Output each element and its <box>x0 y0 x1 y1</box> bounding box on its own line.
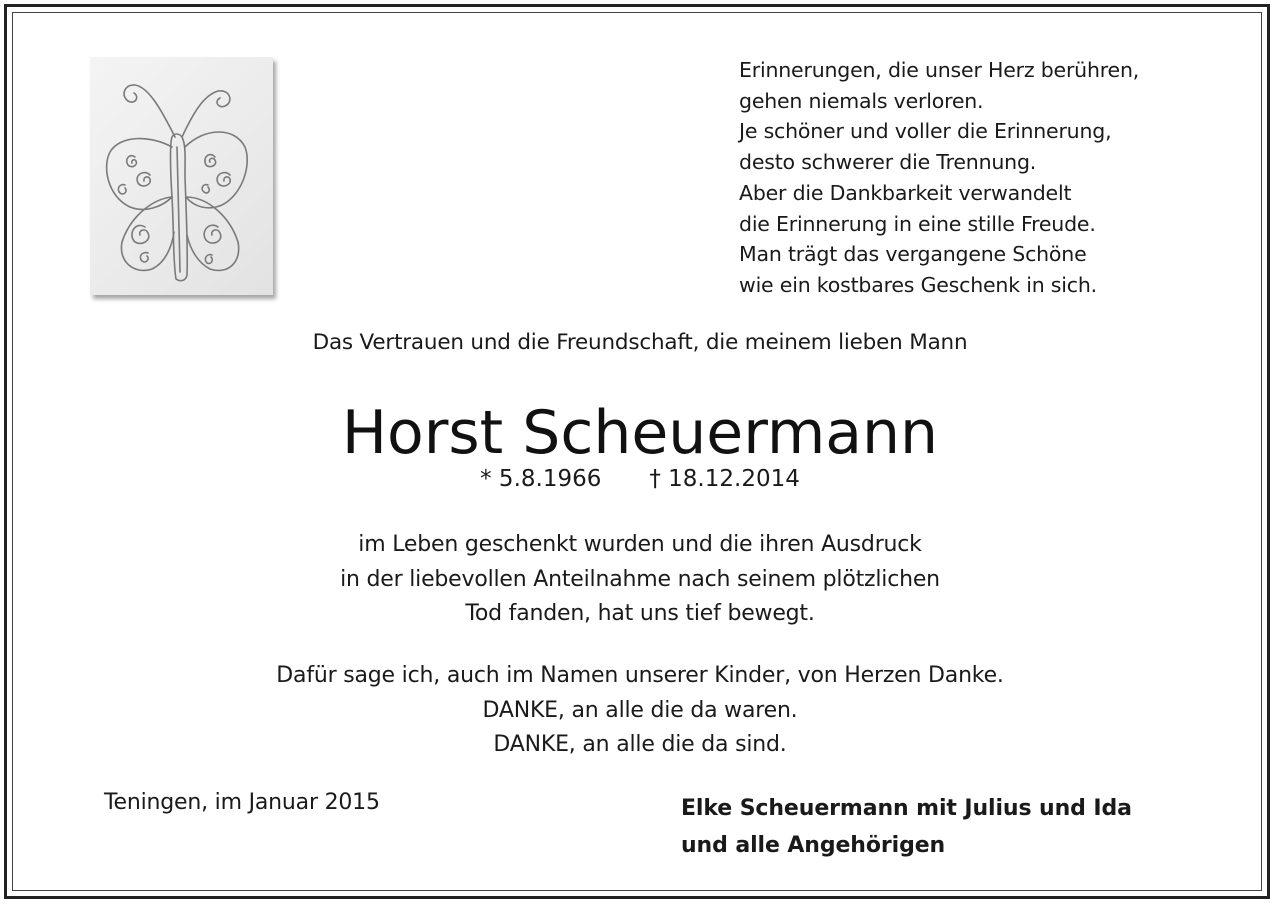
poem-line: wie ein kostbares Geschenk in sich. <box>739 272 1097 297</box>
thanks-line: im Leben geschenkt wurden und die ihren Ausdruck <box>358 532 922 557</box>
gratitude-paragraph <box>0 659 1280 763</box>
thanks-line: Tod fanden, hat uns tief bewegt. <box>465 601 815 626</box>
signature-line: und alle Angehörigen <box>681 833 946 858</box>
gratitude-line: DANKE, an alle die da waren. <box>482 697 798 723</box>
thanks-line: in der liebevollen Anteilnahme nach seinem plötzlichen <box>340 566 940 592</box>
butterfly-drawing-icon <box>90 57 273 295</box>
deceased-name: Horst Scheuermann <box>341 398 939 468</box>
butterfly-drawing-image <box>90 57 273 295</box>
place-and-date: Teningen, im Januar 2015 <box>104 790 380 815</box>
intro-text: Das Vertrauen und die Freundschaft, die meinem lieben Mann <box>312 330 968 355</box>
gratitude-line: Dafür sage ich, auch im Namen unserer Kinder, von Herzen Danke. <box>276 663 1004 688</box>
signature-line: Elke Scheuermann mit Julius und Ida <box>681 796 1132 821</box>
poem-line: Aber die Dankbarkeit verwandelt <box>739 180 1072 205</box>
death-date: † 18.12.2014 <box>649 466 800 492</box>
thanks-paragraph <box>0 528 1280 632</box>
gratitude-line: DANKE, an alle die da sind. <box>493 732 787 757</box>
poem-line: Man trägt das vergangene Schöne <box>739 242 1087 267</box>
poem <box>739 55 1199 301</box>
life-dates <box>0 466 1280 492</box>
poem-line: Erinnerungen, die unser Herz berühren, <box>739 58 1140 82</box>
poem-line: gehen niemals verloren. <box>739 88 984 113</box>
poem-line: Je schöner und voller die Erinnerung, <box>739 119 1112 144</box>
poem-line: desto schwerer die Trennung. <box>739 150 1037 175</box>
birth-date: * 5.8.1966 <box>480 466 602 492</box>
signature <box>681 790 1132 864</box>
poem-line: die Erinnerung in eine stille Freude. <box>739 211 1096 236</box>
